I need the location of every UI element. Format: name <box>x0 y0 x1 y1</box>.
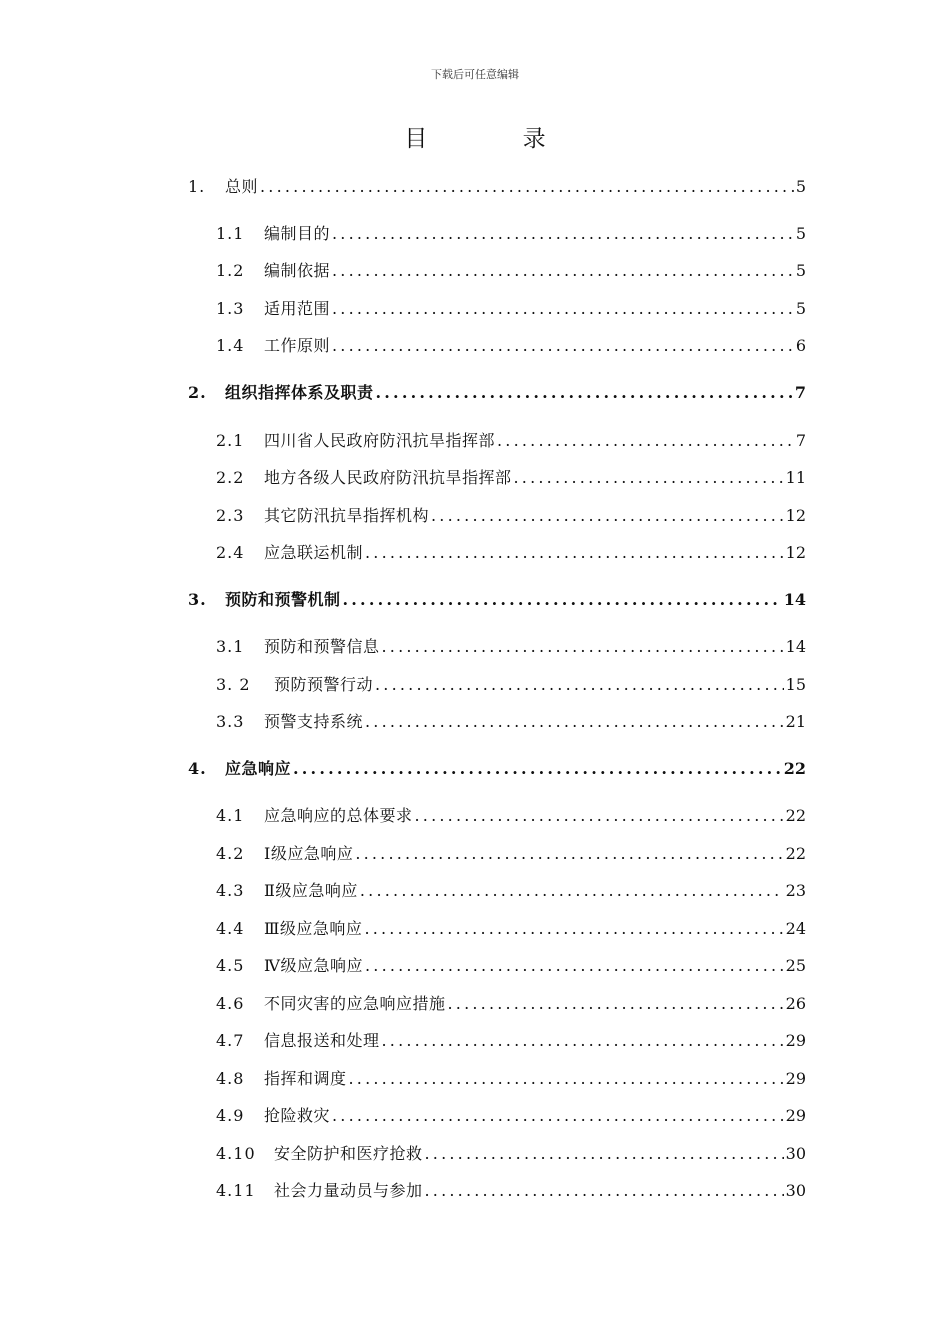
toc-page-number: 5 <box>795 299 806 318</box>
toc-section-entry[interactable] <box>216 842 806 866</box>
toc-page-number: 22 <box>785 806 806 825</box>
toc-section-entry[interactable] <box>216 673 806 697</box>
toc-section-entry[interactable] <box>216 1029 806 1053</box>
toc-dot-leader <box>260 175 794 199</box>
toc-entry-number: 1. <box>188 177 206 196</box>
toc-entry-label: 总则 <box>225 177 259 196</box>
toc-entry-label: Ⅰ级应急响应 <box>264 844 354 863</box>
toc-dot-leader <box>415 804 784 828</box>
toc-dot-leader <box>448 992 784 1016</box>
toc-entry-label: 编制依据 <box>264 261 331 280</box>
toc-chapter-entry[interactable] <box>188 588 806 612</box>
toc-dot-leader <box>360 879 784 903</box>
toc-entry-number: 4.1 <box>216 806 245 825</box>
toc-entry-label: 预防和预警机制 <box>225 590 341 609</box>
toc-section-entry[interactable] <box>216 1179 806 1203</box>
toc-entry-label: 预防和预警信息 <box>264 637 380 656</box>
toc-entry-number: 2. <box>188 383 207 402</box>
toc-section-entry[interactable] <box>216 992 806 1016</box>
toc-section-entry[interactable] <box>216 1067 806 1091</box>
toc-entry-label: 预警支持系统 <box>264 712 364 731</box>
toc-entry-label: 编制目的 <box>264 224 331 243</box>
toc-entry-number: 4.5 <box>216 956 245 975</box>
toc-page-number: 24 <box>785 919 806 938</box>
toc-section-entry[interactable] <box>216 635 806 659</box>
toc-dot-leader <box>332 297 794 321</box>
toc-entry-number: 1.2 <box>216 261 245 280</box>
toc-section-entry[interactable] <box>216 917 806 941</box>
toc-entry-label: 四川省人民政府防汛抗旱指挥部 <box>264 431 496 450</box>
toc-entry-number: 4.7 <box>216 1031 245 1050</box>
toc-page-number: 14 <box>783 590 806 609</box>
toc-entry-number: 1.1 <box>216 224 245 243</box>
toc-dot-leader <box>425 1179 784 1203</box>
toc-entry-label: 应急响应 <box>225 759 292 778</box>
toc-entry-number: 3.1 <box>216 637 245 656</box>
toc-entry-number: 2.4 <box>216 543 245 562</box>
toc-section-entry[interactable] <box>216 804 806 828</box>
toc-entry-label: 应急响应的总体要求 <box>264 806 413 825</box>
toc-section-entry[interactable] <box>216 504 806 528</box>
toc-entry-label: 信息报送和处理 <box>264 1031 380 1050</box>
toc-entry-number: 2.3 <box>216 506 245 525</box>
toc-page-number: 22 <box>785 844 806 863</box>
toc-dot-leader <box>382 1029 784 1053</box>
toc-section-entry[interactable] <box>216 297 806 321</box>
toc-dot-leader <box>293 757 782 781</box>
toc-dot-leader <box>375 673 784 697</box>
toc-page-number: 5 <box>795 177 806 196</box>
toc-entry-number: 3. <box>188 590 207 609</box>
toc-entry-number: 1.3 <box>216 299 245 318</box>
toc-entry-label: 其它防汛抗旱指挥机构 <box>264 506 430 525</box>
toc-title: 目 录 <box>404 126 590 152</box>
toc-dot-leader <box>382 635 784 659</box>
toc-dot-leader <box>376 381 793 405</box>
toc-entry-number: 4.2 <box>216 844 245 863</box>
toc-page-number: 25 <box>785 956 806 975</box>
toc-entry-label: Ⅱ级应急响应 <box>264 881 358 900</box>
toc-dot-leader <box>355 842 783 866</box>
toc-entry-label: 适用范围 <box>264 299 331 318</box>
toc-section-entry[interactable] <box>216 222 806 246</box>
toc-section-entry[interactable] <box>216 954 806 978</box>
toc-dot-leader <box>431 504 784 528</box>
toc-dot-leader <box>332 259 794 283</box>
toc-entry-number: 4. <box>188 759 207 778</box>
toc-dot-leader <box>349 1067 784 1091</box>
toc-section-entry[interactable] <box>216 259 806 283</box>
page-header-note: 下载后可任意编辑 <box>431 68 519 81</box>
toc-page-number: 15 <box>785 675 806 694</box>
toc-page-number: 29 <box>785 1031 806 1050</box>
toc-entry-number: 1.4 <box>216 336 245 355</box>
toc-entry-label: 工作原则 <box>264 336 331 355</box>
toc-dot-leader <box>365 541 784 565</box>
toc-entry-number: 2.2 <box>216 468 245 487</box>
toc-page-number: 5 <box>795 261 806 280</box>
toc-dot-leader <box>514 466 784 490</box>
toc-section-entry[interactable] <box>216 541 806 565</box>
toc-entry-label: Ⅳ级应急响应 <box>264 956 363 975</box>
toc-entry-label: 社会力量动员与参加 <box>274 1181 423 1200</box>
toc-entry-label: 应急联运机制 <box>264 543 364 562</box>
toc-entry-number: 4.4 <box>216 919 245 938</box>
toc-page-number: 26 <box>785 994 806 1013</box>
toc-entry-label: 抢险救灾 <box>264 1106 331 1125</box>
toc-entry-number: 3.3 <box>216 712 245 731</box>
toc-entry-label: 地方各级人民政府防汛抗旱指挥部 <box>264 468 512 487</box>
toc-dot-leader <box>332 1104 784 1128</box>
toc-page-number: 22 <box>783 759 806 778</box>
toc-entry-label: 组织指挥体系及职责 <box>225 383 374 402</box>
toc-entry-number: 4.11 <box>216 1181 256 1200</box>
toc-page-number: 6 <box>795 336 806 355</box>
toc-entry-number: 4.3 <box>216 881 245 900</box>
toc-dot-leader <box>343 588 782 612</box>
toc-page-number: 7 <box>795 431 806 450</box>
toc-entry-label: Ⅲ级应急响应 <box>264 919 363 938</box>
toc-section-entry[interactable] <box>216 466 806 490</box>
toc-entry-label: 不同灾害的应急响应措施 <box>264 994 446 1013</box>
toc-section-entry[interactable] <box>216 334 806 358</box>
toc-page-number: 11 <box>785 468 806 487</box>
toc-dot-leader <box>365 954 784 978</box>
toc-section-entry[interactable] <box>216 710 806 734</box>
toc-entry-label: 安全防护和医疗抢救 <box>274 1144 423 1163</box>
toc-page-number: 12 <box>785 543 806 562</box>
toc-entry-number: 4.10 <box>216 1144 256 1163</box>
toc-page-number: 12 <box>785 506 806 525</box>
toc-entry-label: 指挥和调度 <box>264 1069 347 1088</box>
toc-page-number: 5 <box>795 224 806 243</box>
toc-page-number: 14 <box>785 637 806 656</box>
toc-section-entry[interactable] <box>216 1142 806 1166</box>
toc-section-entry[interactable] <box>216 1104 806 1128</box>
toc-chapter-entry[interactable] <box>188 175 806 199</box>
toc-dot-leader <box>497 429 794 453</box>
toc-entry-number: 4.8 <box>216 1069 245 1088</box>
toc-page-number: 7 <box>794 383 806 402</box>
toc-chapter-entry[interactable] <box>188 757 806 781</box>
toc-dot-leader <box>332 334 794 358</box>
toc-page-number: 30 <box>785 1144 806 1163</box>
toc-section-entry[interactable] <box>216 879 806 903</box>
toc-page-number: 29 <box>785 1106 806 1125</box>
toc-dot-leader <box>425 1142 784 1166</box>
toc-chapter-entry[interactable] <box>188 381 806 405</box>
toc-entry-number: 3. 2 <box>216 675 251 694</box>
toc-page-number: 29 <box>785 1069 806 1088</box>
toc-dot-leader <box>364 917 783 941</box>
toc-entry-number: 2.1 <box>216 431 245 450</box>
toc-page-number: 23 <box>785 881 806 900</box>
toc-entry-number: 4.6 <box>216 994 245 1013</box>
toc-dot-leader <box>365 710 784 734</box>
toc-entry-label: 预防预警行动 <box>274 675 374 694</box>
toc-page-number: 30 <box>785 1181 806 1200</box>
toc-page-number: 21 <box>785 712 806 731</box>
toc-section-entry[interactable] <box>216 429 806 453</box>
toc-entry-number: 4.9 <box>216 1106 245 1125</box>
toc-dot-leader <box>332 222 794 246</box>
